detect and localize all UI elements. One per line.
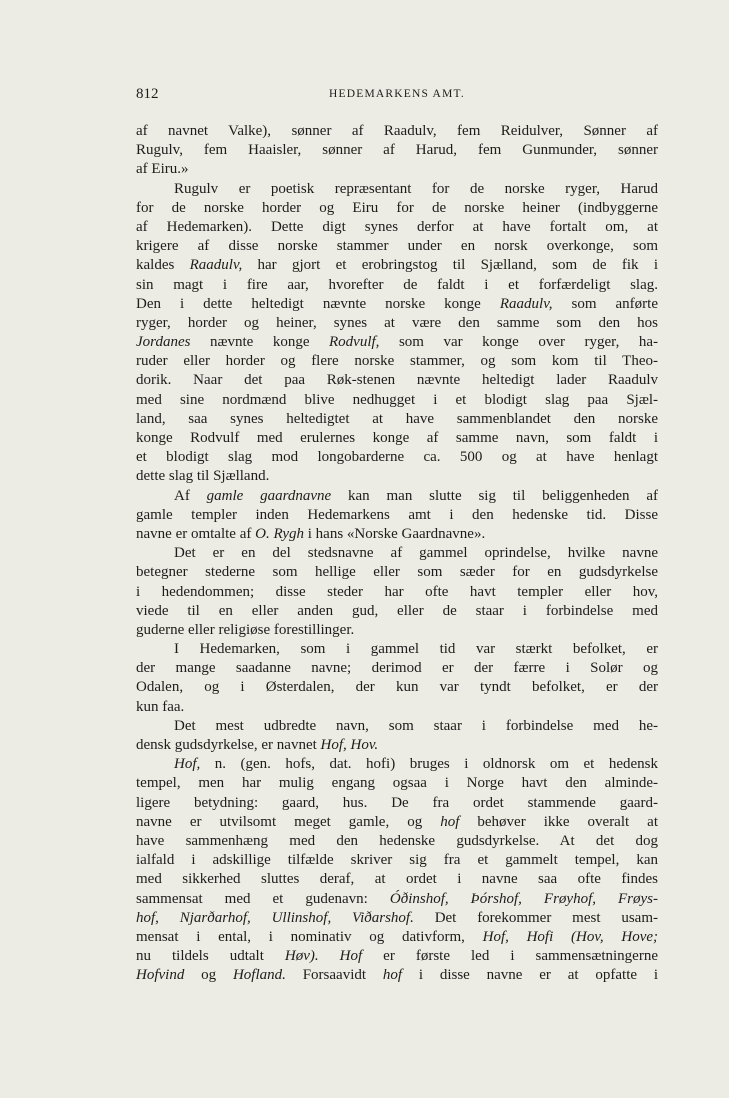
- text-segment: sammensat med et gudenavn:: [136, 890, 390, 907]
- text-line: [136, 448, 658, 467]
- text-segment: Af: [174, 487, 207, 504]
- text-segment: ligere betydning: gaard, hus. De fra ordet stammende gaard-: [136, 794, 658, 811]
- text-line: [136, 755, 658, 774]
- text-line: [136, 563, 658, 582]
- text-segment: dorik. Naar det paa Røk-stenen nævnte heltedigt lader Raadulv: [136, 372, 658, 389]
- italic-text: Hof,: [174, 756, 201, 773]
- text-line: [136, 928, 658, 947]
- text-line: [136, 851, 658, 870]
- text-line: [136, 621, 658, 640]
- text-segment: [319, 948, 340, 964]
- text-line: [136, 583, 658, 602]
- text-segment: i hans «Norske Gaardnavne».: [304, 525, 486, 542]
- page-number: 812: [136, 86, 159, 102]
- text-line: [136, 218, 658, 237]
- text-line: [136, 333, 658, 352]
- text-segment: viede til en eller anden gud, eller de staar i forbindelse med: [136, 602, 658, 619]
- text-segment: ialfald i adskillige tilfælde skriver sig fra et gammelt tempel, kan: [136, 852, 658, 869]
- text-line: [136, 487, 658, 506]
- text-line: [136, 659, 658, 678]
- text-segment: kaldes: [136, 257, 190, 274]
- text-segment: ruder eller horder og flere norske stammer, og som kom til Theo-: [136, 353, 658, 370]
- text-line: [136, 237, 658, 256]
- text-line: [136, 525, 658, 544]
- text-line: [136, 832, 658, 851]
- text-segment: i disse navne er at opfatte i: [402, 967, 659, 984]
- text-segment: guderne eller religiøse forestillinger.: [136, 621, 355, 638]
- text-line: [136, 180, 658, 199]
- italic-text: Raadulv,: [189, 257, 243, 274]
- text-segment: af Hedemarken). Dette digt synes derfor at have fortalt om, at: [136, 218, 658, 235]
- text-segment: for de norske horder og Eiru for de norske heiner (indbyggerne: [136, 199, 658, 216]
- text-segment: og: [184, 967, 233, 984]
- text-line: [136, 909, 658, 928]
- italic-text: Hof, Hofi (Hov, Hove;: [482, 928, 658, 945]
- running-title: HEDEMARKENS AMT.: [329, 88, 465, 100]
- text-line: [136, 410, 658, 429]
- italic-text: hof: [440, 813, 460, 830]
- text-line: [136, 794, 658, 813]
- text-line: [136, 890, 658, 909]
- text-segment: gamle templer inden Hedemarkens amt i den hedenske tid. Disse: [136, 506, 658, 523]
- text-segment: krigere af disse norske stammer under en norsk overkonge, som: [136, 238, 658, 255]
- text-line: [136, 736, 658, 755]
- text-segment: densk gudsdyrkelse, er navnet: [136, 737, 321, 753]
- text-segment: konge Rodvulf med erulernes konge af samme navn, som faldt i: [136, 430, 658, 446]
- text-segment: Rugulv er poetisk repræsentant for de norske ryger, Harud: [174, 180, 658, 197]
- text-segment: mensat i ental, i nominativ og dativform,: [136, 928, 483, 945]
- italic-text: O. Rygh: [255, 525, 304, 542]
- text-segment: Odalen, og i Østerdalen, der kun var tyndt befolket, er der: [136, 679, 658, 696]
- text-segment: I Hedemarken, som i gammel tid var stærkt befolket, er: [174, 641, 658, 658]
- text-segment: n. (gen. hofs, dat. hofi) bruges i oldnorsk om et hedensk: [200, 756, 658, 773]
- italic-text: Raadulv,: [499, 295, 553, 312]
- body-text: [136, 122, 658, 985]
- italic-text: Hofland.: [232, 967, 286, 984]
- text-line: [136, 352, 658, 371]
- text-line: [136, 966, 658, 985]
- text-segment: ryger, horder og heiner, synes at være den samme som den hos: [136, 314, 658, 331]
- text-line: [136, 122, 658, 141]
- text-segment: af Eiru.»: [136, 161, 189, 178]
- text-segment: med sine nordmænd blive nedhugget i et blodigt slag paa Sjæl-: [136, 391, 658, 408]
- text-line: [136, 717, 658, 736]
- text-segment: kun faa.: [136, 698, 185, 715]
- page-header: [136, 86, 658, 106]
- text-segment: navne er utvilsomt meget gamle, og: [136, 813, 441, 830]
- text-line: [136, 141, 658, 160]
- text-line: [136, 256, 658, 275]
- text-segment: behøver ikke overalt at: [459, 813, 659, 830]
- italic-text: Høv).: [284, 948, 319, 965]
- text-segment: som anførte: [552, 295, 658, 312]
- text-segment: betegner stederne som hellige eller som sæder for en gudsdyrkelse: [136, 564, 658, 581]
- text-segment: Det mest udbredte navn, som staar i forbindelse med he-: [174, 717, 658, 734]
- text-segment: sin magt i fire aar, hvorefter de faldt i et forfærdeligt slag.: [136, 276, 658, 293]
- text-segment: har gjort et erobringstog til Sjælland, som de fik i: [242, 257, 658, 274]
- text-segment: i hedendommen; disse steder har ofte havt templer eller hov,: [136, 583, 658, 600]
- text-segment: Rugulv, fem Haaisler, sønner af Harud, fem Gunmunder, sønner: [136, 142, 658, 159]
- italic-text: Hof: [339, 948, 363, 965]
- text-line: [136, 199, 658, 218]
- text-line: [136, 371, 658, 390]
- text-segment: er første led i sammensætningerne: [362, 948, 658, 965]
- text-line: [136, 391, 658, 410]
- italic-text: Hof, Hov.: [320, 737, 379, 753]
- text-segment: have sammenhæng med den hedenske gudsdyrkelse. At det dog: [136, 832, 658, 849]
- italic-text: Rodvulf,: [329, 334, 380, 351]
- text-line: [136, 640, 658, 659]
- italic-text: Hofvind: [136, 967, 185, 984]
- text-segment: tempel, men har mulig engang ogsaa i Norge havt den alminde-: [136, 775, 658, 792]
- text-line: [136, 678, 658, 697]
- text-line: [136, 813, 658, 832]
- text-segment: af navnet Valke), sønner af Raadulv, fem Reidulver, Sønner af: [136, 123, 658, 139]
- text-segment: kan man slutte sig til beliggenheden af: [331, 487, 659, 504]
- text-line: [136, 698, 658, 717]
- text-segment: som var konge over ryger, ha-: [379, 334, 658, 351]
- text-segment: Den i dette heltedigt nævnte norske konge: [136, 295, 500, 312]
- text-line: [136, 870, 658, 889]
- italic-text: Óðinshof, Þórshof, Frøyhof, Frøys-: [389, 890, 658, 907]
- text-segment: Det forekommer mest usam-: [413, 909, 658, 926]
- italic-text: hof: [382, 967, 403, 984]
- text-segment: navne er omtalte af: [136, 525, 256, 542]
- text-segment: med sikkerhed sluttes deraf, at ordet i navne saa ofte findes: [136, 871, 658, 888]
- text-line: [136, 506, 658, 525]
- text-line: [136, 774, 658, 793]
- text-segment: dette slag til Sjælland.: [136, 468, 270, 485]
- text-line: [136, 276, 658, 295]
- italic-text: Jordanes: [136, 334, 191, 351]
- text-line: [136, 295, 658, 314]
- text-line: [136, 160, 658, 179]
- text-segment: Forsaavidt: [285, 967, 383, 984]
- text-line: [136, 467, 658, 486]
- text-line: [136, 429, 658, 448]
- text-line: [136, 544, 658, 563]
- text-segment: nævnte konge: [190, 334, 330, 351]
- text-segment: der mange saadanne navne; derimod er der færre i Solør og: [136, 660, 658, 677]
- text-line: [136, 602, 658, 621]
- text-segment: et blodigt slag mod longobarderne ca. 500 og at have henlagt: [136, 449, 658, 466]
- italic-text: hof, Njarðarhof, Ullinshof, Viðarshof.: [136, 909, 414, 926]
- text-segment: nu tildels udtalt: [136, 948, 285, 965]
- text-line: [136, 314, 658, 333]
- italic-text: gamle gaardnavne: [206, 487, 332, 504]
- text-segment: land, saa synes heltedigtet at have sammenblandet den norske: [136, 410, 658, 427]
- text-segment: Det er en del stedsnavne af gammel oprindelse, hvilke navne: [174, 545, 658, 562]
- text-line: [136, 947, 658, 966]
